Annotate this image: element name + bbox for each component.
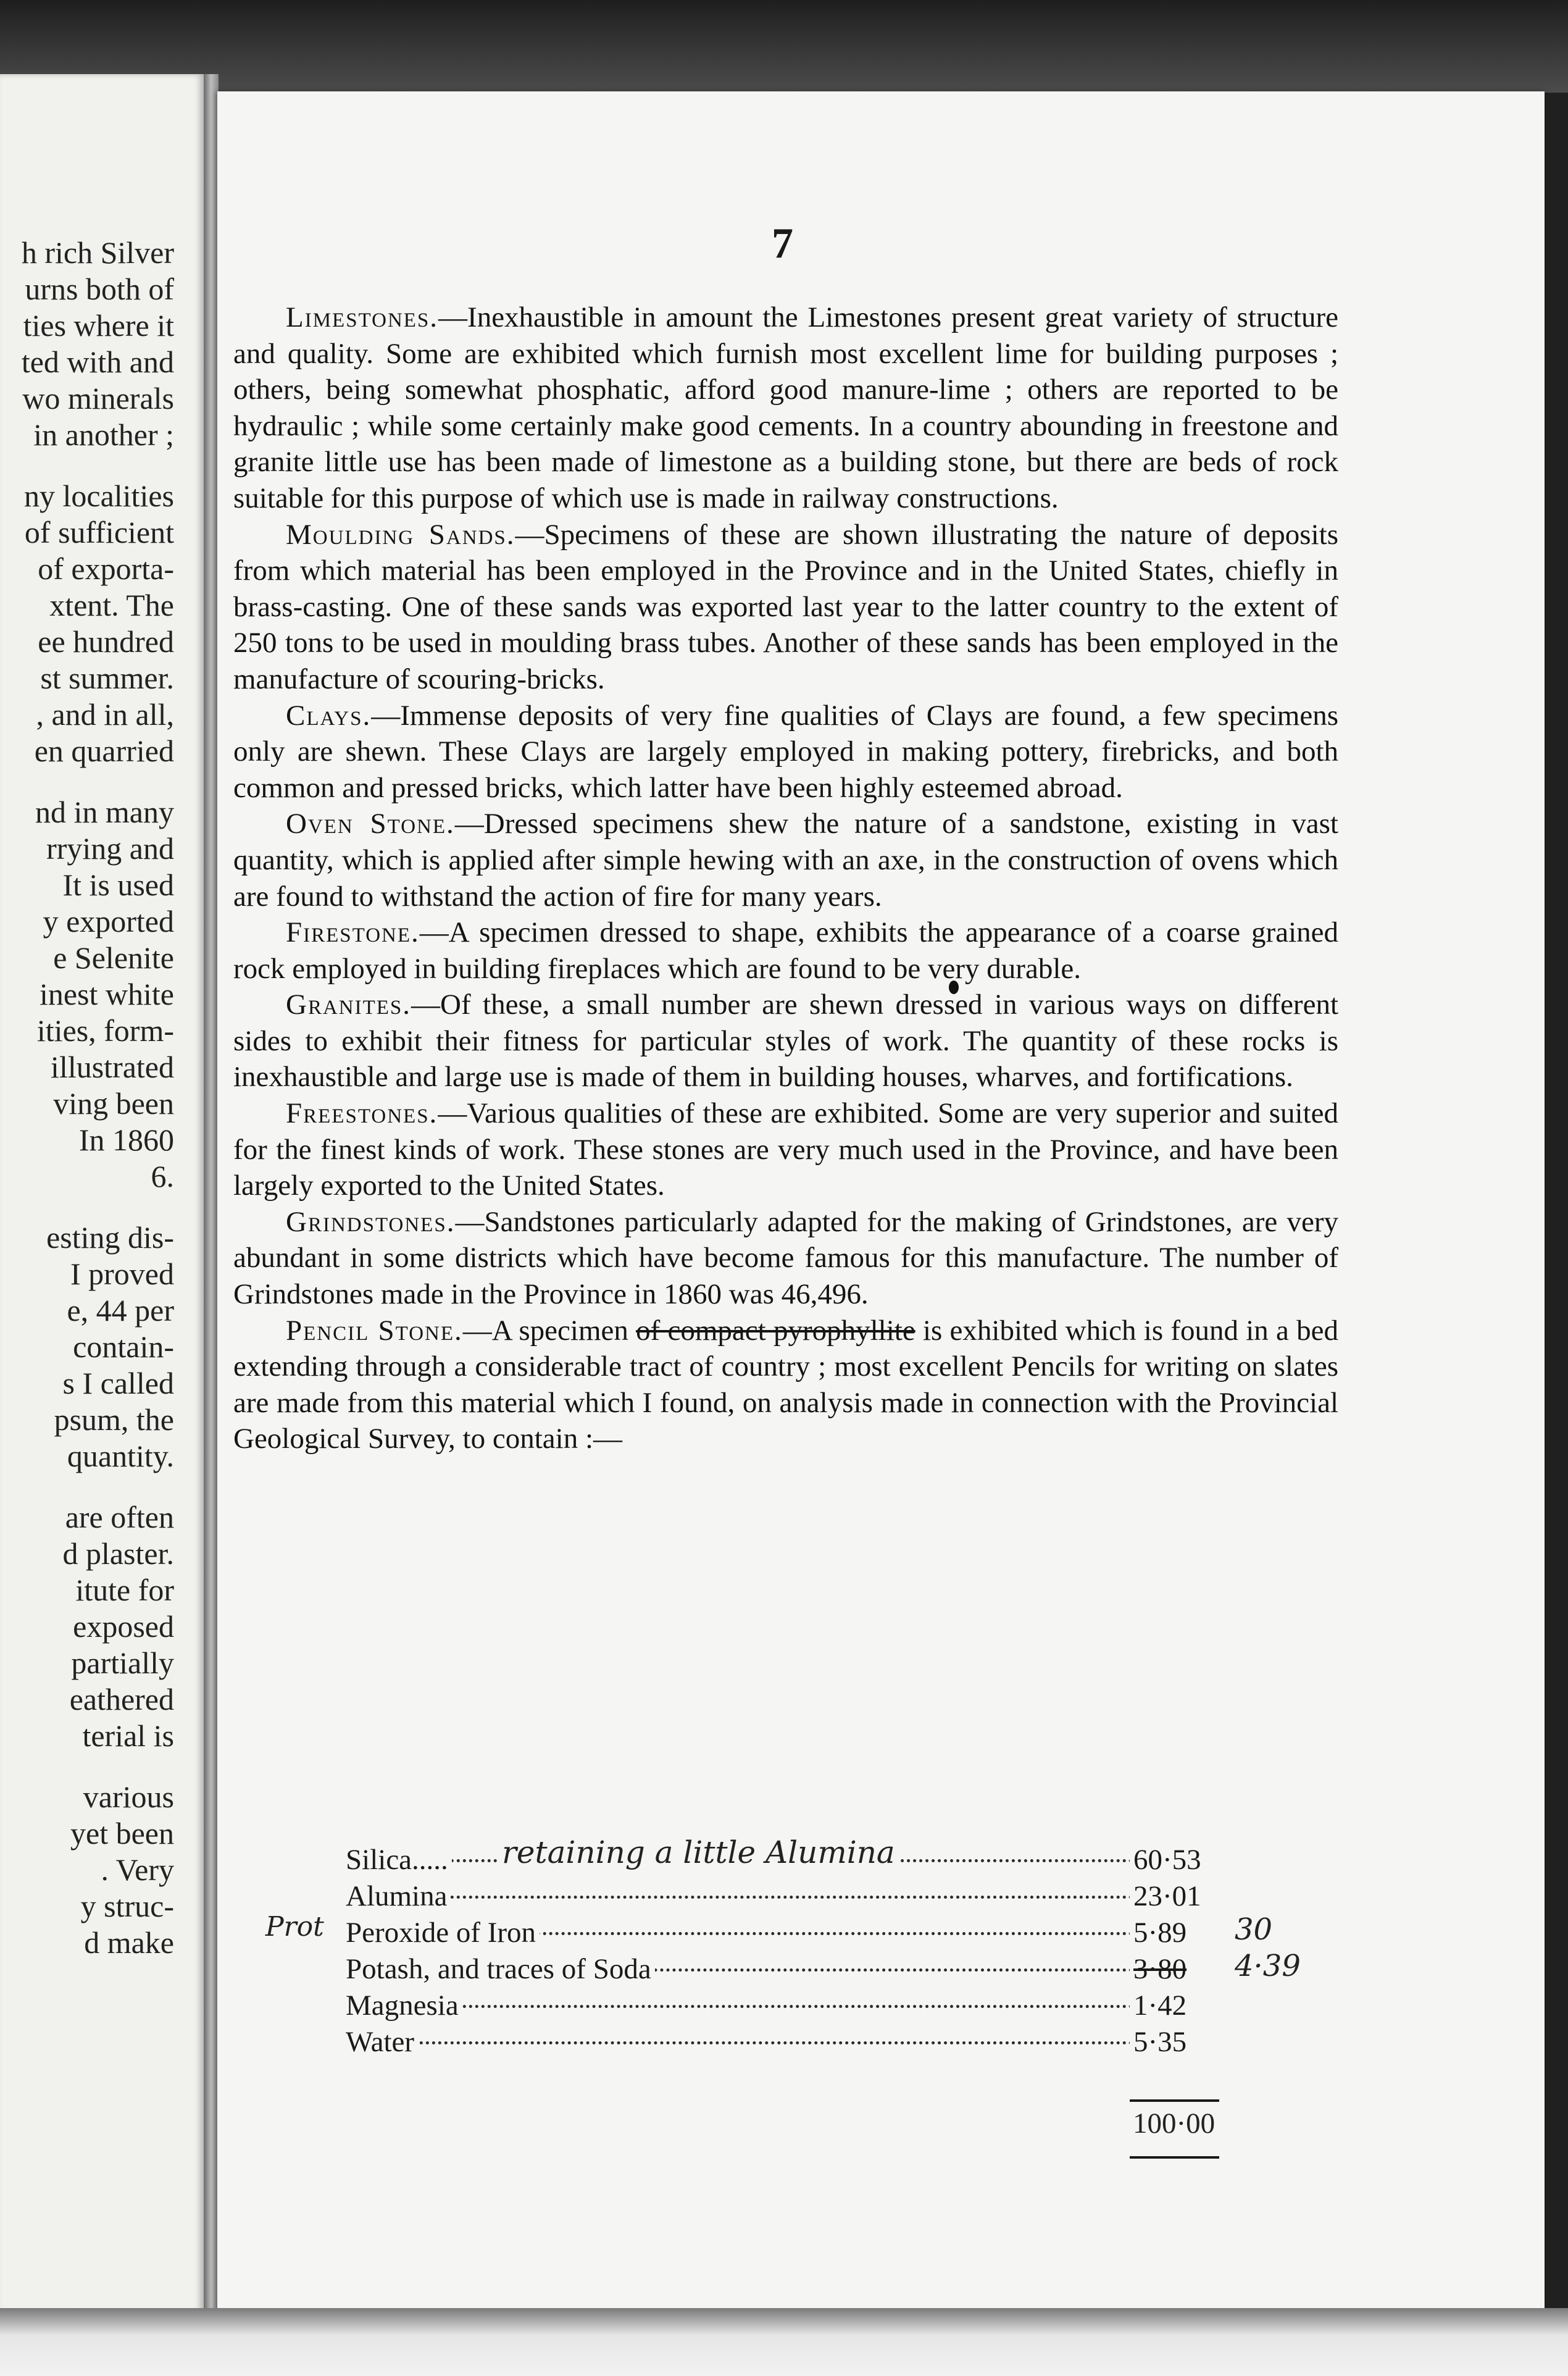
handwritten-annotation: retaining a little Alumina bbox=[497, 1834, 900, 1870]
left-page-line: . Very bbox=[101, 1852, 174, 1887]
left-page-line: y exported bbox=[43, 904, 174, 939]
composition-row bbox=[265, 1911, 1273, 1952]
component-name: Peroxide of Iron bbox=[346, 1917, 540, 1949]
section-paragraph bbox=[233, 1204, 1338, 1313]
leader-dots bbox=[346, 2005, 1133, 2008]
section-text: —Dressed specimens shew the nature of a sandstone, existing in vast quantity, which is applied after simple hewing with an axe, in the construction of ovens which are found to withstand the action of fire for many years. bbox=[233, 808, 1338, 913]
left-page-line: terial is bbox=[82, 1718, 174, 1753]
section-paragraph bbox=[233, 698, 1338, 806]
component-name: Magnesia bbox=[346, 1989, 462, 2022]
handwritten-correction: 30 bbox=[1235, 1912, 1273, 1947]
leader-dots bbox=[346, 2041, 1133, 2044]
section-paragraph bbox=[233, 517, 1338, 698]
section-heading: Pencil Stone. bbox=[286, 1314, 463, 1347]
left-page-line: contain- bbox=[73, 1329, 174, 1364]
left-page-line: xtent. The bbox=[49, 588, 174, 622]
left-page-line: urns both of bbox=[25, 272, 174, 306]
section-text: —A specimen dressed to shape, exhibits the appearance of a coarse grained rock employed in building fireplaces which are found to be very durable. bbox=[233, 916, 1338, 985]
section-heading: Granites. bbox=[286, 989, 412, 1021]
section-text: is exhibited which is found in a bed extending through a considerable tract of country ; most excellent Pencils for writing on slates are made from this material which I found, on analysis made in connection with the Provincial Geological Survey, to contain :— bbox=[233, 1314, 1338, 1455]
section-text: —Of these, a small number are shewn dressed in various ways on different sides to exhibit their fitness for particular styles of work. The quantity of these rocks is inexhaustible and large use is made of them in building houses, wharves, and fortifications. bbox=[233, 989, 1338, 1094]
composition-row bbox=[346, 2025, 1235, 2062]
left-page-line: , and in all, bbox=[36, 697, 174, 732]
composition-row bbox=[346, 1989, 1235, 2025]
component-value: 5·35 bbox=[1130, 2025, 1186, 2059]
left-page-line: I proved bbox=[70, 1257, 174, 1291]
left-page-fragment bbox=[0, 74, 204, 2322]
struck-text: of compact pyrophyllite bbox=[636, 1314, 915, 1347]
left-page-line: In 1860 bbox=[78, 1123, 174, 1157]
total-rule-bottom bbox=[1130, 2156, 1219, 2159]
left-page-line: ted with and bbox=[21, 345, 174, 379]
section-paragraph bbox=[233, 299, 1338, 517]
left-page-line: are often bbox=[65, 1500, 174, 1534]
left-page-line: st summer. bbox=[40, 661, 174, 695]
handwritten-correction: 4·39 bbox=[1235, 1949, 1301, 1983]
left-page-line: e, 44 per bbox=[67, 1293, 174, 1328]
left-page-line: exposed bbox=[73, 1609, 174, 1644]
section-paragraph bbox=[233, 806, 1338, 914]
section-paragraph bbox=[233, 914, 1338, 987]
component-name: Potash, and traces of Soda bbox=[346, 1953, 655, 1985]
left-page-line: rrying and bbox=[46, 831, 174, 866]
composition-row bbox=[346, 1834, 1235, 1880]
left-page-line: various bbox=[83, 1780, 174, 1814]
composition-total: 100·00 bbox=[1133, 2107, 1216, 2140]
left-page-line: of exporta- bbox=[38, 551, 174, 586]
component-value: 1·42 bbox=[1130, 1989, 1186, 2022]
left-page-line: d make bbox=[84, 1925, 174, 1960]
left-page-line: en quarried bbox=[34, 734, 174, 768]
left-page-line: quantity. bbox=[67, 1439, 174, 1473]
left-page-line: yet been bbox=[70, 1816, 174, 1851]
section-paragraph bbox=[233, 1095, 1338, 1204]
section-heading: Grindstones. bbox=[286, 1205, 456, 1238]
section-heading: Limestones. bbox=[286, 301, 439, 333]
body-text bbox=[233, 299, 1338, 1457]
left-page-line: of sufficient bbox=[24, 515, 174, 550]
handwritten-margin-note: Prot bbox=[265, 1911, 324, 1943]
left-page-line: nd in many bbox=[35, 795, 174, 829]
scan-top-edge bbox=[0, 0, 1568, 93]
component-value: 3·80 bbox=[1130, 1952, 1186, 1986]
component-value: 60·53 bbox=[1130, 1843, 1201, 1876]
section-text: —Various qualities of these are exhibited. Some are very superior and suited for the finest kinds of work. These stones are very much used in the Province, and have been largely exported to the United States. bbox=[233, 1097, 1338, 1202]
section-pencil-stone bbox=[233, 1313, 1338, 1457]
left-page-line: s I called bbox=[62, 1366, 174, 1400]
section-paragraph bbox=[233, 987, 1338, 1095]
left-page-line: It is used bbox=[62, 868, 174, 902]
left-page-line: ties where it bbox=[23, 308, 174, 343]
left-page-line: wo minerals bbox=[22, 381, 174, 416]
composition-row bbox=[346, 1880, 1235, 1916]
composition-table bbox=[265, 1834, 1301, 2062]
left-page-line: itute for bbox=[75, 1573, 174, 1607]
leader-dots bbox=[346, 1896, 1133, 1899]
left-page-line: partially bbox=[71, 1646, 174, 1680]
component-name: Alumina bbox=[346, 1880, 451, 1912]
left-page-line: inest white bbox=[39, 977, 174, 1011]
left-page-line: illustrated bbox=[51, 1050, 174, 1084]
composition-row bbox=[346, 1949, 1301, 1989]
book-gutter bbox=[204, 74, 219, 2334]
section-heading: Oven Stone. bbox=[286, 808, 455, 840]
section-text: —Inexhaustible in amount the Limestones present great variety of structure and quality. Some are exhibited which furnish most excellent lime for building purposes ; others, being somewhat phosphatic, afford good manure-lime ; others are reported to be hydraulic ; while some certainly make good cements. In a country abounding in freestone and granite little use has been made of limestone as a building stone, but there are beds of rock suitable for this purpose of which use is made in railway constructions. bbox=[233, 301, 1338, 514]
left-page-line: in another ; bbox=[33, 417, 174, 452]
section-heading: Clays. bbox=[286, 699, 372, 732]
component-name: Water bbox=[346, 2026, 418, 2058]
page-number: 7 bbox=[772, 220, 793, 267]
section-text: —A specimen bbox=[462, 1314, 636, 1347]
left-page-line: d plaster. bbox=[62, 1536, 174, 1571]
left-page-line: ny localities bbox=[24, 479, 174, 513]
left-page-line: e Selenite bbox=[53, 940, 174, 975]
component-name: Silica..... bbox=[346, 1844, 452, 1876]
section-heading: Moulding Sands. bbox=[286, 518, 515, 551]
left-page-line: esting dis- bbox=[46, 1220, 174, 1255]
left-page-line: h rich Silver bbox=[21, 235, 174, 270]
section-list bbox=[233, 299, 1338, 1313]
component-value: 23·01 bbox=[1130, 1880, 1201, 1913]
section-text: —Specimens of these are shown illustrating the nature of deposits from which material has been employed in the Province and in the United States, chiefly in brass-casting. One of these sands was exported last year to the latter country to the extent of 250 tons to be used in moulding brass tubes. Another of these sands has been employed in the manufacture of scouring-bricks. bbox=[233, 518, 1338, 695]
component-value: 5·89 bbox=[1130, 1916, 1186, 1949]
left-page-line: 6. bbox=[151, 1159, 174, 1194]
total-rule-top bbox=[1130, 2099, 1219, 2102]
section-text: —Immense deposits of very fine qualities of Clays are found, a few specimens only are shewn. These Clays are largely employed in making pottery, firebricks, and both common and pressed bricks, which latter have been highly esteemed abroad. bbox=[233, 699, 1338, 804]
left-page-line: ee hundred bbox=[38, 624, 174, 659]
left-page-line: ving been bbox=[53, 1086, 174, 1121]
left-page-line: ities, form- bbox=[36, 1013, 174, 1048]
left-page-line: eathered bbox=[69, 1682, 174, 1717]
section-heading: Freestones. bbox=[286, 1097, 438, 1130]
section-heading: Firestone. bbox=[286, 916, 420, 949]
left-page-line: y struc- bbox=[80, 1889, 174, 1923]
section-text: —Sandstones particularly adapted for the making of Grindstones, are very abundant in some districts which have become famous for this manufacture. The number of Grindstones made in the Province in 1860 was 46,496. bbox=[233, 1205, 1338, 1311]
left-page-line: psum, the bbox=[54, 1402, 174, 1437]
scan-bottom-edge bbox=[0, 2308, 1568, 2376]
